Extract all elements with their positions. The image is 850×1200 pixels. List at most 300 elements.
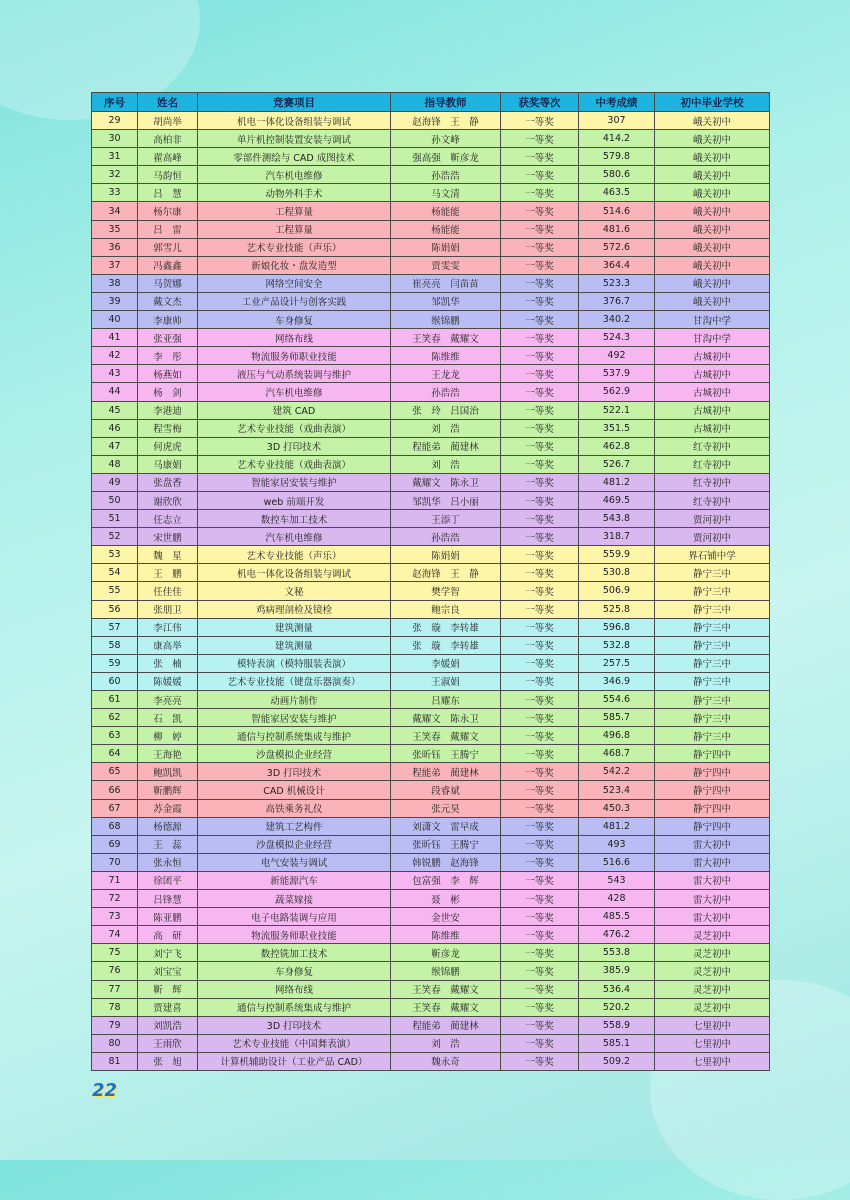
cell-school: 静宁四中 xyxy=(655,745,770,763)
cell-award: 一等奖 xyxy=(501,419,579,437)
cell-no: 77 xyxy=(92,980,138,998)
cell-name: 靳鹏辉 xyxy=(138,781,198,799)
cell-project: 数控车加工技术 xyxy=(198,510,391,528)
cell-teacher: 王笑春 戴耀文 xyxy=(391,329,501,347)
cell-score: 385.9 xyxy=(579,962,655,980)
cell-school: 静宁三中 xyxy=(655,709,770,727)
header-teacher: 指导教师 xyxy=(391,93,501,112)
cell-teacher: 王笑春 戴耀文 xyxy=(391,980,501,998)
table-row xyxy=(92,419,770,437)
cell-no: 50 xyxy=(92,491,138,509)
cell-teacher: 马文清 xyxy=(391,184,501,202)
cell-award: 一等奖 xyxy=(501,491,579,509)
table-row xyxy=(92,980,770,998)
table-row xyxy=(92,926,770,944)
cell-award: 一等奖 xyxy=(501,654,579,672)
cell-award: 一等奖 xyxy=(501,202,579,220)
cell-school: 静宁四中 xyxy=(655,799,770,817)
cell-score: 553.8 xyxy=(579,944,655,962)
table-row xyxy=(92,853,770,871)
table-row xyxy=(92,112,770,130)
cell-no: 62 xyxy=(92,709,138,727)
cell-score: 492 xyxy=(579,347,655,365)
cell-project: 汽车机电维修 xyxy=(198,528,391,546)
cell-school: 灵芝初中 xyxy=(655,926,770,944)
cell-no: 73 xyxy=(92,908,138,926)
cell-school: 峨关初中 xyxy=(655,112,770,130)
cell-award: 一等奖 xyxy=(501,311,579,329)
cell-school: 贾河初中 xyxy=(655,510,770,528)
cell-no: 76 xyxy=(92,962,138,980)
cell-school: 七里初中 xyxy=(655,1016,770,1034)
cell-name: 翟高峰 xyxy=(138,148,198,166)
cell-no: 47 xyxy=(92,437,138,455)
cell-project: 通信与控制系统集成与维护 xyxy=(198,998,391,1016)
cell-score: 520.2 xyxy=(579,998,655,1016)
cell-project: 电子电路装调与应用 xyxy=(198,908,391,926)
cell-project: 汽车机电维修 xyxy=(198,383,391,401)
cell-teacher: 孙浩浩 xyxy=(391,383,501,401)
cell-school: 红寺初中 xyxy=(655,437,770,455)
cell-name: 靳 辉 xyxy=(138,980,198,998)
cell-school: 雷大初中 xyxy=(655,908,770,926)
cell-award: 一等奖 xyxy=(501,220,579,238)
cell-school: 红寺初中 xyxy=(655,491,770,509)
cell-award: 一等奖 xyxy=(501,528,579,546)
cell-school: 峨关初中 xyxy=(655,292,770,310)
cell-no: 61 xyxy=(92,691,138,709)
cell-teacher: 樊学智 xyxy=(391,582,501,600)
cell-no: 48 xyxy=(92,455,138,473)
cell-school: 雷大初中 xyxy=(655,871,770,889)
cell-project: 3D 打印技术 xyxy=(198,437,391,455)
cell-no: 31 xyxy=(92,148,138,166)
cell-no: 75 xyxy=(92,944,138,962)
table-row xyxy=(92,365,770,383)
cell-award: 一等奖 xyxy=(501,709,579,727)
cell-no: 79 xyxy=(92,1016,138,1034)
cell-teacher: 杨能能 xyxy=(391,202,501,220)
cell-name: 马贺娜 xyxy=(138,274,198,292)
cell-award: 一等奖 xyxy=(501,908,579,926)
cell-project: 沙盘模拟企业经营 xyxy=(198,745,391,763)
cell-teacher: 程能弟 蔺建林 xyxy=(391,437,501,455)
cell-teacher: 金世安 xyxy=(391,908,501,926)
cell-project: 蔬菜嫁接 xyxy=(198,890,391,908)
cell-no: 69 xyxy=(92,835,138,853)
cell-no: 74 xyxy=(92,926,138,944)
cell-no: 45 xyxy=(92,401,138,419)
table-row xyxy=(92,564,770,582)
cell-score: 364.4 xyxy=(579,256,655,274)
cell-project: 网络布线 xyxy=(198,980,391,998)
cell-score: 493 xyxy=(579,835,655,853)
table-row xyxy=(92,166,770,184)
cell-name: 李康帅 xyxy=(138,311,198,329)
cell-project: 动物外科手术 xyxy=(198,184,391,202)
cell-no: 60 xyxy=(92,672,138,690)
cell-name: 任志立 xyxy=(138,510,198,528)
cell-award: 一等奖 xyxy=(501,274,579,292)
cell-school: 静宁三中 xyxy=(655,636,770,654)
table-row xyxy=(92,347,770,365)
table-row xyxy=(92,238,770,256)
cell-name: 马韵恒 xyxy=(138,166,198,184)
table-body xyxy=(92,112,770,1071)
cell-project: 建筑测量 xyxy=(198,618,391,636)
cell-score: 523.3 xyxy=(579,274,655,292)
cell-no: 57 xyxy=(92,618,138,636)
cell-project: 艺术专业技能（中国舞表演） xyxy=(198,1034,391,1052)
cell-no: 52 xyxy=(92,528,138,546)
cell-teacher: 强高强 靳彦龙 xyxy=(391,148,501,166)
cell-project: 机电一体化设备组装与调试 xyxy=(198,564,391,582)
cell-award: 一等奖 xyxy=(501,799,579,817)
cell-project: 新能源汽车 xyxy=(198,871,391,889)
cell-name: 冯鑫鑫 xyxy=(138,256,198,274)
cell-score: 543 xyxy=(579,871,655,889)
cell-score: 509.2 xyxy=(579,1052,655,1070)
cell-no: 37 xyxy=(92,256,138,274)
cell-school: 七里初中 xyxy=(655,1052,770,1070)
cell-school: 静宁三中 xyxy=(655,727,770,745)
cell-name: 高 研 xyxy=(138,926,198,944)
cell-no: 39 xyxy=(92,292,138,310)
cell-no: 64 xyxy=(92,745,138,763)
cell-no: 36 xyxy=(92,238,138,256)
cell-award: 一等奖 xyxy=(501,582,579,600)
cell-no: 40 xyxy=(92,311,138,329)
cell-award: 一等奖 xyxy=(501,329,579,347)
table-row xyxy=(92,781,770,799)
cell-project: 艺术专业技能（戏曲表演） xyxy=(198,455,391,473)
table-row xyxy=(92,871,770,889)
table-row xyxy=(92,256,770,274)
cell-score: 585.1 xyxy=(579,1034,655,1052)
cell-name: 石 凯 xyxy=(138,709,198,727)
cell-score: 257.5 xyxy=(579,654,655,672)
table-row xyxy=(92,274,770,292)
cell-award: 一等奖 xyxy=(501,853,579,871)
cell-name: 刘宁飞 xyxy=(138,944,198,962)
cell-name: 胡尚举 xyxy=(138,112,198,130)
cell-teacher: 戴耀文 陈永卫 xyxy=(391,473,501,491)
cell-no: 54 xyxy=(92,564,138,582)
cell-no: 51 xyxy=(92,510,138,528)
cell-teacher: 聂 彬 xyxy=(391,890,501,908)
cell-teacher: 刘潇文 雷早成 xyxy=(391,817,501,835)
table-row xyxy=(92,618,770,636)
cell-name: 张盘香 xyxy=(138,473,198,491)
cell-teacher: 孙文峰 xyxy=(391,130,501,148)
cell-award: 一等奖 xyxy=(501,962,579,980)
table-row xyxy=(92,654,770,672)
cell-no: 29 xyxy=(92,112,138,130)
table-row xyxy=(92,1052,770,1070)
cell-teacher: 张 玲 吕国治 xyxy=(391,401,501,419)
cell-school: 古城初中 xyxy=(655,383,770,401)
cell-project: 工程算量 xyxy=(198,202,391,220)
table-row xyxy=(92,437,770,455)
table-row xyxy=(92,148,770,166)
cell-score: 532.8 xyxy=(579,636,655,654)
cell-no: 55 xyxy=(92,582,138,600)
cell-award: 一等奖 xyxy=(501,672,579,690)
cell-no: 70 xyxy=(92,853,138,871)
cell-name: 任佳佳 xyxy=(138,582,198,600)
cell-no: 63 xyxy=(92,727,138,745)
cell-school: 静宁三中 xyxy=(655,672,770,690)
cell-score: 481.6 xyxy=(579,220,655,238)
cell-project: 网络布线 xyxy=(198,329,391,347)
cell-name: 张 楠 xyxy=(138,654,198,672)
cell-no: 81 xyxy=(92,1052,138,1070)
cell-name: 何虎虎 xyxy=(138,437,198,455)
cell-name: 王海艳 xyxy=(138,745,198,763)
cell-name: 张朋卫 xyxy=(138,600,198,618)
cell-name: 李江伟 xyxy=(138,618,198,636)
cell-no: 32 xyxy=(92,166,138,184)
cell-school: 雷大初中 xyxy=(655,835,770,853)
cell-school: 峨关初中 xyxy=(655,184,770,202)
table-row xyxy=(92,329,770,347)
cell-score: 596.8 xyxy=(579,618,655,636)
cell-teacher: 魏永奇 xyxy=(391,1052,501,1070)
cell-school: 甘沟中学 xyxy=(655,329,770,347)
table-row xyxy=(92,763,770,781)
cell-no: 35 xyxy=(92,220,138,238)
cell-score: 558.9 xyxy=(579,1016,655,1034)
cell-project: 智能家居安装与维护 xyxy=(198,473,391,491)
cell-name: 陈亚鹏 xyxy=(138,908,198,926)
cell-project: 单片机控制装置安装与调试 xyxy=(198,130,391,148)
cell-project: 高铁乘务礼仪 xyxy=(198,799,391,817)
table-row xyxy=(92,709,770,727)
cell-score: 462.8 xyxy=(579,437,655,455)
cell-teacher: 王笑春 戴耀文 xyxy=(391,998,501,1016)
cell-teacher: 崔亮亮 闫苗苗 xyxy=(391,274,501,292)
cell-school: 古城初中 xyxy=(655,401,770,419)
cell-name: 杨德源 xyxy=(138,817,198,835)
cell-teacher: 段睿斌 xyxy=(391,781,501,799)
cell-score: 414.2 xyxy=(579,130,655,148)
cell-teacher: 陈维维 xyxy=(391,926,501,944)
cell-teacher: 程能弟 蔺建林 xyxy=(391,1016,501,1034)
cell-score: 530.8 xyxy=(579,564,655,582)
cell-project: 计算机辅助设计（工业产品 CAD） xyxy=(198,1052,391,1070)
cell-award: 一等奖 xyxy=(501,473,579,491)
cell-teacher: 赵海锋 王 静 xyxy=(391,564,501,582)
cell-name: 李 彤 xyxy=(138,347,198,365)
cell-project: 艺术专业技能（键盘乐器演奏） xyxy=(198,672,391,690)
cell-name: 程雪梅 xyxy=(138,419,198,437)
header-no: 序号 xyxy=(92,93,138,112)
cell-award: 一等奖 xyxy=(501,455,579,473)
cell-score: 428 xyxy=(579,890,655,908)
cell-name: 吕 慧 xyxy=(138,184,198,202)
cell-school: 峨关初中 xyxy=(655,256,770,274)
cell-project: web 前端开发 xyxy=(198,491,391,509)
table-row xyxy=(92,944,770,962)
table-row xyxy=(92,202,770,220)
cell-name: 刘凯浩 xyxy=(138,1016,198,1034)
cell-project: 动画片制作 xyxy=(198,691,391,709)
cell-project: 3D 打印技术 xyxy=(198,763,391,781)
table-row xyxy=(92,998,770,1016)
cell-name: 谢欣欣 xyxy=(138,491,198,509)
cell-no: 59 xyxy=(92,654,138,672)
cell-award: 一等奖 xyxy=(501,1034,579,1052)
cell-project: 工程算量 xyxy=(198,220,391,238)
cell-teacher: 吕耀东 xyxy=(391,691,501,709)
cell-score: 585.7 xyxy=(579,709,655,727)
cell-no: 42 xyxy=(92,347,138,365)
cell-teacher: 赵海锋 王 静 xyxy=(391,112,501,130)
cell-no: 58 xyxy=(92,636,138,654)
cell-no: 30 xyxy=(92,130,138,148)
cell-score: 485.5 xyxy=(579,908,655,926)
cell-score: 468.7 xyxy=(579,745,655,763)
cell-school: 静宁三中 xyxy=(655,564,770,582)
cell-score: 536.4 xyxy=(579,980,655,998)
cell-score: 346.9 xyxy=(579,672,655,690)
cell-award: 一等奖 xyxy=(501,980,579,998)
cell-award: 一等奖 xyxy=(501,166,579,184)
cell-teacher: 杨能能 xyxy=(391,220,501,238)
cell-award: 一等奖 xyxy=(501,238,579,256)
cell-school: 红寺初中 xyxy=(655,455,770,473)
cell-award: 一等奖 xyxy=(501,130,579,148)
table-row xyxy=(92,890,770,908)
cell-score: 559.9 xyxy=(579,546,655,564)
cell-score: 307 xyxy=(579,112,655,130)
cell-school: 灵芝初中 xyxy=(655,998,770,1016)
cell-score: 524.3 xyxy=(579,329,655,347)
cell-name: 苏金霞 xyxy=(138,799,198,817)
cell-name: 张亚强 xyxy=(138,329,198,347)
awards-table-container xyxy=(91,92,769,1071)
table-row xyxy=(92,292,770,310)
cell-name: 李亮亮 xyxy=(138,691,198,709)
cell-name: 鲍凯凯 xyxy=(138,763,198,781)
cell-teacher: 张 璇 李转雄 xyxy=(391,636,501,654)
table-row xyxy=(92,510,770,528)
cell-school: 灵芝初中 xyxy=(655,944,770,962)
cell-teacher: 陈娟娟 xyxy=(391,238,501,256)
cell-no: 67 xyxy=(92,799,138,817)
table-row xyxy=(92,528,770,546)
cell-name: 吕锋慧 xyxy=(138,890,198,908)
cell-name: 杨 剑 xyxy=(138,383,198,401)
cell-score: 476.2 xyxy=(579,926,655,944)
cell-name: 戴文杰 xyxy=(138,292,198,310)
cell-school: 静宁三中 xyxy=(655,600,770,618)
table-row xyxy=(92,311,770,329)
cell-school: 贾河初中 xyxy=(655,528,770,546)
table-row xyxy=(92,455,770,473)
cell-project: 网络空间安全 xyxy=(198,274,391,292)
cell-teacher: 韩锐鹏 赵海锋 xyxy=(391,853,501,871)
cell-school: 红寺初中 xyxy=(655,473,770,491)
header-school: 初中毕业学校 xyxy=(655,93,770,112)
cell-project: 建筑工艺构件 xyxy=(198,817,391,835)
cell-teacher: 刘 浩 xyxy=(391,1034,501,1052)
cell-name: 杨燕如 xyxy=(138,365,198,383)
cell-score: 542.2 xyxy=(579,763,655,781)
cell-no: 46 xyxy=(92,419,138,437)
cell-teacher: 缑锦鹏 xyxy=(391,962,501,980)
cell-school: 静宁四中 xyxy=(655,781,770,799)
cell-project: 建筑测量 xyxy=(198,636,391,654)
cell-teacher: 陈维维 xyxy=(391,347,501,365)
cell-award: 一等奖 xyxy=(501,148,579,166)
cell-school: 静宁三中 xyxy=(655,654,770,672)
cell-award: 一等奖 xyxy=(501,944,579,962)
cell-score: 376.7 xyxy=(579,292,655,310)
header-award: 获奖等次 xyxy=(501,93,579,112)
cell-teacher: 张昕钰 王腾宁 xyxy=(391,745,501,763)
table-row xyxy=(92,745,770,763)
cell-teacher: 张昕钰 王腾宁 xyxy=(391,835,501,853)
cell-name: 贾建喜 xyxy=(138,998,198,1016)
cell-award: 一等奖 xyxy=(501,546,579,564)
cell-score: 351.5 xyxy=(579,419,655,437)
cell-project: 3D 打印技术 xyxy=(198,1016,391,1034)
cell-project: 机电一体化设备组装与调试 xyxy=(198,112,391,130)
table-header-row xyxy=(92,93,770,112)
cell-project: 零部件测绘与 CAD 成图技术 xyxy=(198,148,391,166)
cell-school: 甘沟中学 xyxy=(655,311,770,329)
cell-school: 峨关初中 xyxy=(655,220,770,238)
cell-school: 峨关初中 xyxy=(655,274,770,292)
cell-teacher: 包富强 李 辉 xyxy=(391,871,501,889)
cell-score: 537.9 xyxy=(579,365,655,383)
cell-award: 一等奖 xyxy=(501,618,579,636)
cell-school: 古城初中 xyxy=(655,347,770,365)
cell-no: 44 xyxy=(92,383,138,401)
cell-no: 65 xyxy=(92,763,138,781)
cell-score: 523.4 xyxy=(579,781,655,799)
cell-award: 一等奖 xyxy=(501,564,579,582)
table-row xyxy=(92,1034,770,1052)
cell-name: 杨尔康 xyxy=(138,202,198,220)
table-row xyxy=(92,817,770,835)
table-row xyxy=(92,600,770,618)
cell-project: 沙盘模拟企业经营 xyxy=(198,835,391,853)
cell-project: 车身修复 xyxy=(198,311,391,329)
header-score: 中考成绩 xyxy=(579,93,655,112)
cell-teacher: 孙浩浩 xyxy=(391,528,501,546)
cell-no: 33 xyxy=(92,184,138,202)
cell-teacher: 王龙龙 xyxy=(391,365,501,383)
cell-score: 506.9 xyxy=(579,582,655,600)
cell-name: 王 蕊 xyxy=(138,835,198,853)
table-row xyxy=(92,672,770,690)
cell-score: 572.6 xyxy=(579,238,655,256)
cell-name: 张 旭 xyxy=(138,1052,198,1070)
cell-project: 通信与控制系统集成与维护 xyxy=(198,727,391,745)
cell-school: 界石铺中学 xyxy=(655,546,770,564)
cell-score: 526.7 xyxy=(579,455,655,473)
cell-project: 艺术专业技能（戏曲表演） xyxy=(198,419,391,437)
cell-award: 一等奖 xyxy=(501,184,579,202)
cell-score: 463.5 xyxy=(579,184,655,202)
cell-project: 鸡病理剖检及镜检 xyxy=(198,600,391,618)
cell-score: 481.2 xyxy=(579,473,655,491)
cell-score: 481.2 xyxy=(579,817,655,835)
cell-award: 一等奖 xyxy=(501,112,579,130)
header-name: 姓名 xyxy=(138,93,198,112)
